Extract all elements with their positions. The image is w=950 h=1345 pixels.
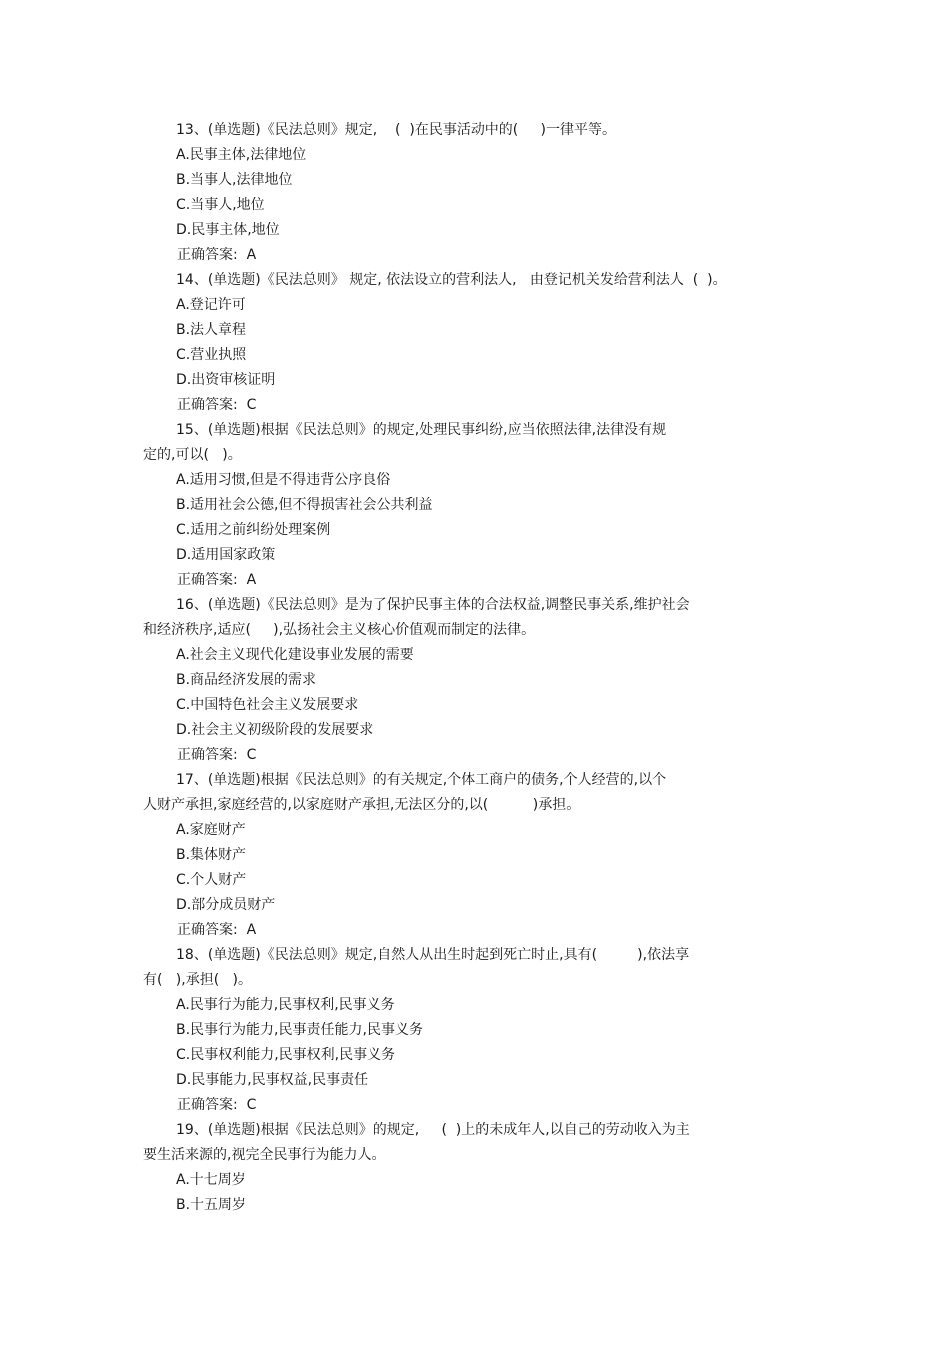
question-text-continued: 有( ),承担( )。	[143, 972, 252, 988]
option-b: B.法人章程	[176, 322, 247, 338]
question-text-continued: 要生活来源的,视完全民事行为能力人。	[143, 1147, 386, 1163]
option-c: C.中国特色社会主义发展要求	[176, 697, 359, 713]
correct-answer: 正确答案: C	[177, 397, 257, 413]
option-c: C.营业执照	[176, 347, 247, 363]
option-d: D.部分成员财产	[176, 897, 276, 913]
question-text: 15、(单选题)根据《民法总则》的规定,处理民事纠纷,应当依照法律,法律没有规	[176, 422, 667, 438]
question-text-continued: 人财产承担,家庭经营的,以家庭财产承担,无法区分的,以( )承担。	[143, 797, 581, 813]
option-a: A.家庭财产	[176, 822, 246, 838]
option-a: A.民事主体,法律地位	[176, 147, 307, 163]
option-a: A.社会主义现代化建设事业发展的需要	[176, 647, 414, 663]
correct-answer: 正确答案: A	[177, 247, 257, 263]
question-14	[0, 271, 950, 421]
question-15	[0, 421, 950, 596]
option-d: D.社会主义初级阶段的发展要求	[176, 722, 374, 738]
option-b: B.民事行为能力,民事责任能力,民事义务	[176, 1022, 423, 1038]
correct-answer: 正确答案: C	[177, 747, 257, 763]
option-c: C.个人财产	[176, 872, 247, 888]
question-text: 17、(单选题)根据《民法总则》的有关规定,个体工商户的债务,个人经营的,以个	[176, 772, 667, 788]
question-13	[0, 121, 950, 271]
document-page	[0, 121, 950, 1221]
question-19	[0, 1121, 950, 1221]
correct-answer: 正确答案: A	[177, 922, 257, 938]
option-a: A.民事行为能力,民事权利,民事义务	[176, 997, 395, 1013]
option-b: B.适用社会公德,但不得损害社会公共利益	[176, 497, 433, 513]
correct-answer: 正确答案: C	[177, 1097, 257, 1113]
question-text: 13、(单选题)《民法总则》规定, ( )在民事活动中的( )一律平等。	[176, 122, 616, 138]
option-d: D.适用国家政策	[176, 547, 276, 563]
question-text: 19、(单选题)根据《民法总则》的规定, ( )上的未成年人,以自己的劳动收入为主	[176, 1122, 690, 1138]
option-a: A.适用习惯,但是不得违背公序良俗	[176, 472, 391, 488]
option-b: B.当事人,法律地位	[176, 172, 293, 188]
option-d: D.民事能力,民事权益,民事责任	[176, 1072, 369, 1088]
option-c: C.当事人,地位	[176, 197, 265, 213]
correct-answer: 正确答案: A	[177, 572, 257, 588]
question-16	[0, 596, 950, 771]
option-c: C.民事权利能力,民事权利,民事义务	[176, 1047, 396, 1063]
question-text: 14、(单选题)《民法总则》 规定, 依法设立的营利法人, 由登记机关发给营利法人 ( )。	[176, 272, 727, 288]
question-18	[0, 946, 950, 1121]
option-b: B.集体财产	[176, 847, 247, 863]
question-17	[0, 771, 950, 946]
question-text-continued: 定的,可以( )。	[143, 447, 242, 463]
question-text: 16、(单选题)《民法总则》是为了保护民事主体的合法权益,调整民事关系,维护社会	[176, 597, 690, 613]
option-b: B.商品经济发展的需求	[176, 672, 317, 688]
option-d: D.民事主体,地位	[176, 222, 280, 238]
question-text-continued: 和经济秩序,适应( ),弘扬社会主义核心价值观而制定的法律。	[143, 622, 536, 638]
question-text: 18、(单选题)《民法总则》规定,自然人从出生时起到死亡时止,具有( ),依法享	[176, 947, 690, 963]
option-a: A.登记许可	[176, 297, 246, 313]
option-c: C.适用之前纠纷处理案例	[176, 522, 331, 538]
option-a: A.十七周岁	[176, 1172, 246, 1188]
option-d: D.出资审核证明	[176, 372, 276, 388]
option-b: B.十五周岁	[176, 1197, 247, 1213]
